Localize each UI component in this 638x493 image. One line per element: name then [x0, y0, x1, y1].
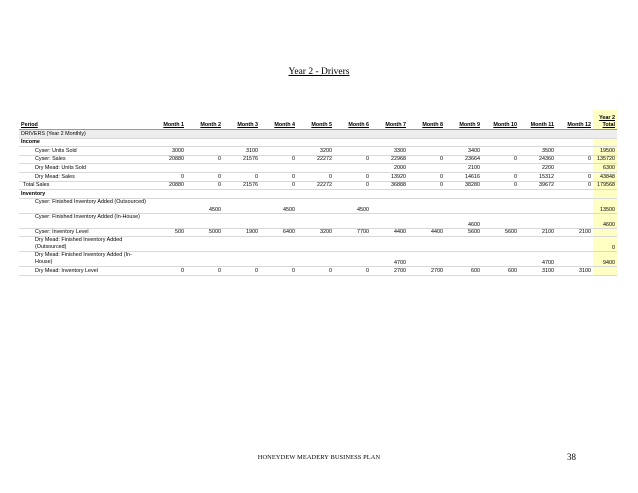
table-cell: 13920: [371, 172, 408, 181]
table-cell: 0: [297, 267, 334, 276]
table-cell: [149, 130, 186, 139]
table-cell: 0: [260, 181, 297, 190]
table-cell: [445, 198, 482, 213]
table-cell: [334, 190, 371, 199]
table-cell: [297, 164, 334, 173]
row-label: Total Sales: [19, 181, 149, 190]
table-cell: 22272: [297, 181, 334, 190]
table-cell: 0: [556, 155, 593, 164]
table-cell: 4700: [519, 252, 556, 267]
year-total-cell: 43848: [593, 172, 617, 181]
table-cell: 4400: [371, 228, 408, 237]
table-cell: [519, 130, 556, 139]
year-total-cell: 19500: [593, 147, 617, 156]
table-cell: [260, 130, 297, 139]
table-cell: [482, 164, 519, 173]
table-cell: [260, 164, 297, 173]
table-cell: [186, 138, 223, 147]
table-cell: 39672: [519, 181, 556, 190]
table-cell: 38280: [445, 181, 482, 190]
table-cell: [408, 190, 445, 199]
table-cell: 4500: [334, 198, 371, 213]
table-cell: [445, 190, 482, 199]
table-cell: [482, 237, 519, 252]
table-cell: [408, 237, 445, 252]
year-total-cell: 0: [593, 237, 617, 252]
row-label: Dry Mead: Units Sold: [19, 164, 149, 173]
table-cell: [334, 147, 371, 156]
table-cell: 3400: [445, 147, 482, 156]
table-cell: [186, 130, 223, 139]
table-cell: 0: [223, 172, 260, 181]
table-cell: [297, 237, 334, 252]
table-cell: [186, 252, 223, 267]
footer-text: HONEYDEW MEADERY BUSINESS PLAN: [257, 454, 381, 461]
table-cell: [260, 237, 297, 252]
table-cell: 0: [482, 172, 519, 181]
table-cell: [445, 130, 482, 139]
column-header: Month 1: [149, 110, 186, 130]
table-row: [19, 190, 617, 199]
table-cell: 3100: [519, 267, 556, 276]
column-header: Month 9: [445, 110, 482, 130]
table-cell: [556, 190, 593, 199]
table-cell: 24360: [519, 155, 556, 164]
table-cell: [556, 130, 593, 139]
table-cell: [371, 190, 408, 199]
table-row: [19, 172, 617, 181]
year-total-cell: 179568: [593, 181, 617, 190]
table-cell: [223, 213, 260, 228]
table-cell: [482, 213, 519, 228]
table-cell: 2100: [556, 228, 593, 237]
table-row: [19, 237, 617, 252]
table-cell: [371, 213, 408, 228]
table-cell: [556, 237, 593, 252]
table-cell: [482, 190, 519, 199]
table-cell: [149, 213, 186, 228]
table-cell: 4500: [186, 198, 223, 213]
column-header: Period: [19, 110, 149, 130]
table-cell: [260, 252, 297, 267]
table-cell: 3200: [297, 228, 334, 237]
table-cell: 0: [186, 267, 223, 276]
table-row: [19, 164, 617, 173]
table-cell: 0: [186, 155, 223, 164]
table-cell: 600: [482, 267, 519, 276]
drivers-table: [19, 110, 617, 276]
table-cell: 23664: [445, 155, 482, 164]
table-cell: [556, 138, 593, 147]
table-cell: 0: [556, 172, 593, 181]
table-cell: [445, 252, 482, 267]
table-cell: 0: [482, 181, 519, 190]
table-cell: 0: [149, 267, 186, 276]
table-cell: 3300: [371, 147, 408, 156]
table-row: [19, 267, 617, 276]
table-cell: [223, 237, 260, 252]
table-cell: [334, 252, 371, 267]
table-cell: [149, 164, 186, 173]
column-header: Month 8: [408, 110, 445, 130]
table-cell: 0: [260, 172, 297, 181]
column-header: Month 11: [519, 110, 556, 130]
table-cell: 4600: [445, 213, 482, 228]
table-cell: 4400: [408, 228, 445, 237]
table-cell: 0: [260, 155, 297, 164]
year-total-cell: 4600: [593, 213, 617, 228]
table-cell: [334, 213, 371, 228]
table-cell: 0: [408, 172, 445, 181]
table-cell: [408, 198, 445, 213]
table-cell: 0: [186, 172, 223, 181]
table-cell: [297, 190, 334, 199]
table-cell: [408, 138, 445, 147]
table-cell: [482, 147, 519, 156]
row-label: Cyser: Inventory Level: [19, 228, 149, 237]
table-cell: [556, 198, 593, 213]
table-cell: 36888: [371, 181, 408, 190]
table-cell: [371, 198, 408, 213]
table-cell: 0: [260, 267, 297, 276]
page-number: 38: [567, 452, 576, 462]
column-header: Month 12: [556, 110, 593, 130]
table-cell: 4500: [260, 198, 297, 213]
table-cell: [297, 252, 334, 267]
table-cell: 3100: [223, 147, 260, 156]
table-cell: [223, 164, 260, 173]
table-cell: [408, 213, 445, 228]
table-cell: [297, 138, 334, 147]
table-row: [19, 181, 617, 190]
table-cell: 0: [223, 267, 260, 276]
table-cell: 20880: [149, 181, 186, 190]
year-total-cell: [593, 130, 617, 139]
table-cell: 2000: [371, 164, 408, 173]
table-cell: 1900: [223, 228, 260, 237]
table-cell: [408, 252, 445, 267]
table-cell: 22968: [371, 155, 408, 164]
table-cell: [260, 147, 297, 156]
table-cell: 0: [149, 172, 186, 181]
table-cell: [297, 130, 334, 139]
row-label: Dry Mead: Finished Inventory Added (In-House): [19, 252, 149, 267]
table-cell: [482, 130, 519, 139]
row-label: Dry Mead: Inventory Level: [19, 267, 149, 276]
table-row: [19, 155, 617, 164]
table-cell: [408, 147, 445, 156]
table-cell: 500: [149, 228, 186, 237]
table-cell: 3100: [556, 267, 593, 276]
page-title: Year 2 - Drivers: [288, 67, 350, 77]
table-cell: 20880: [149, 155, 186, 164]
table-cell: [223, 198, 260, 213]
year-total-cell: 6300: [593, 164, 617, 173]
table-cell: [371, 138, 408, 147]
row-label: Cyser: Units Sold: [19, 147, 149, 156]
row-label: DRIVERS (Year 2 Monthly): [19, 130, 149, 139]
table-cell: [482, 252, 519, 267]
table-cell: 2100: [445, 164, 482, 173]
table-cell: [556, 164, 593, 173]
table-cell: 3500: [519, 147, 556, 156]
table-cell: 7700: [334, 228, 371, 237]
table-cell: 0: [334, 181, 371, 190]
year-total-cell: [593, 190, 617, 199]
table-cell: [371, 130, 408, 139]
table-cell: 21576: [223, 181, 260, 190]
row-label: Income: [19, 138, 149, 147]
table-cell: 2700: [371, 267, 408, 276]
table-cell: 0: [186, 181, 223, 190]
column-header: Month 10: [482, 110, 519, 130]
column-header: Month 3: [223, 110, 260, 130]
header-row: [19, 110, 617, 130]
table-cell: [334, 130, 371, 139]
column-header: Month 5: [297, 110, 334, 130]
table-cell: 2100: [519, 228, 556, 237]
table-cell: [334, 237, 371, 252]
table-cell: 14616: [445, 172, 482, 181]
table-cell: [260, 190, 297, 199]
table-cell: [260, 138, 297, 147]
table-cell: [186, 147, 223, 156]
column-header: Month 6: [334, 110, 371, 130]
table-cell: [149, 237, 186, 252]
column-header: Month 4: [260, 110, 297, 130]
table-cell: 0: [556, 181, 593, 190]
table-cell: [556, 213, 593, 228]
row-label: Inventory: [19, 190, 149, 199]
table-cell: [556, 147, 593, 156]
table-cell: [482, 198, 519, 213]
year-total-cell: [593, 138, 617, 147]
table-cell: [371, 237, 408, 252]
table-cell: [149, 198, 186, 213]
table-row: [19, 198, 617, 213]
table-cell: 5600: [482, 228, 519, 237]
table-cell: 22272: [297, 155, 334, 164]
table-cell: 4700: [371, 252, 408, 267]
year-total-cell: 13500: [593, 198, 617, 213]
table-cell: [334, 164, 371, 173]
year-total-cell: [593, 267, 617, 276]
table-cell: 5600: [445, 228, 482, 237]
table-cell: 0: [408, 155, 445, 164]
table-cell: [260, 213, 297, 228]
table-cell: 15312: [519, 172, 556, 181]
row-label: Dry Mead: Sales: [19, 172, 149, 181]
table-cell: [223, 190, 260, 199]
table-cell: 6400: [260, 228, 297, 237]
table-cell: 600: [445, 267, 482, 276]
row-label: Cyser: Finished Inventory Added (Outsourced): [19, 198, 149, 213]
year-total-cell: [593, 228, 617, 237]
table-cell: [556, 252, 593, 267]
table-cell: [445, 237, 482, 252]
table-row: [19, 252, 617, 267]
table-cell: [482, 138, 519, 147]
table-cell: [186, 237, 223, 252]
table-row: [19, 130, 617, 139]
row-label: Dry Mead: Finished Inventory Added (Outsourced): [19, 237, 149, 252]
table-cell: [149, 190, 186, 199]
table-cell: [149, 252, 186, 267]
table-cell: 0: [482, 155, 519, 164]
table-cell: [223, 252, 260, 267]
year-total-cell: 135720: [593, 155, 617, 164]
table-cell: [445, 138, 482, 147]
table-cell: [297, 213, 334, 228]
table-cell: [408, 164, 445, 173]
column-header: Month 7: [371, 110, 408, 130]
table-row: [19, 147, 617, 156]
table-cell: 2200: [519, 164, 556, 173]
table-cell: [334, 138, 371, 147]
table-cell: 0: [334, 155, 371, 164]
table-cell: 0: [334, 267, 371, 276]
table-row: [19, 228, 617, 237]
table-cell: [186, 164, 223, 173]
year-total-cell: 9400: [593, 252, 617, 267]
table-cell: [223, 138, 260, 147]
table-cell: [519, 190, 556, 199]
row-label: Cyser: Finished Inventory Added (In-House): [19, 213, 149, 228]
table-row: [19, 138, 617, 147]
table-cell: [149, 138, 186, 147]
table-cell: [408, 130, 445, 139]
table-cell: 3200: [297, 147, 334, 156]
table-cell: [186, 213, 223, 228]
table-cell: 0: [408, 181, 445, 190]
table-cell: [297, 198, 334, 213]
row-label: Cyser: Sales: [19, 155, 149, 164]
table-cell: 5000: [186, 228, 223, 237]
table-cell: [519, 213, 556, 228]
column-header-year-total: Year 2 Total: [593, 110, 617, 130]
table-cell: [519, 198, 556, 213]
table-cell: 3000: [149, 147, 186, 156]
table-row: [19, 213, 617, 228]
table-cell: 2700: [408, 267, 445, 276]
table-cell: [186, 190, 223, 199]
table-cell: [519, 237, 556, 252]
table-cell: 0: [334, 172, 371, 181]
table-cell: 21576: [223, 155, 260, 164]
table-cell: 0: [297, 172, 334, 181]
table-cell: [223, 130, 260, 139]
table-cell: [519, 138, 556, 147]
column-header: Month 2: [186, 110, 223, 130]
